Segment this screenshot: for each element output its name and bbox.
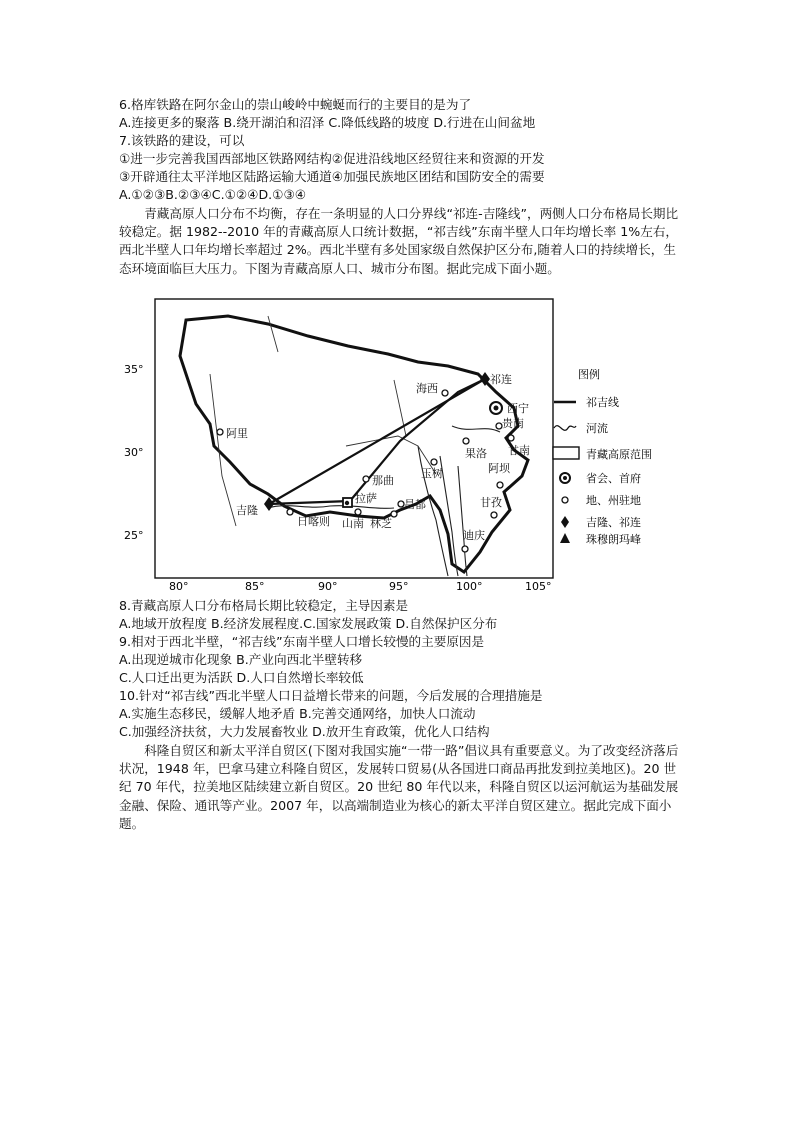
gannan-marker — [508, 435, 514, 441]
rikaze-marker — [287, 509, 293, 515]
legend-plateau-symbol — [553, 447, 579, 459]
label-linzhi: 林芝 — [370, 517, 392, 530]
diqing-marker — [462, 546, 468, 552]
question-10-options-cd: C.加强经济扶贫，大力发展畜牧业 D.放开生育政策，优化人口结构 — [119, 724, 490, 739]
label-xining: 西宁 — [507, 402, 529, 415]
label-guoluo: 果洛 — [465, 447, 487, 460]
label-rikaze: 日喀则 — [297, 515, 330, 528]
ali-marker — [217, 429, 223, 435]
legend-river-symbol — [554, 426, 576, 431]
label-qilian: 祁连 — [490, 373, 512, 386]
map-legend-box — [550, 360, 670, 540]
label-lasa: 拉萨 — [355, 492, 377, 505]
legend-prefecture-label: 地、州驻地 — [586, 494, 641, 507]
legend-everest-symbol — [560, 533, 570, 543]
label-naqu: 那曲 — [372, 474, 394, 487]
question-9-stem: 9.相对于西北半壁，“祁吉线”东南半壁人口增长较慢的主要原因是 — [119, 634, 485, 649]
shannan-marker — [355, 509, 361, 515]
lon-label-100: 100° — [456, 580, 483, 593]
legend-river-label: 河流 — [586, 422, 608, 435]
map-frame — [155, 299, 553, 578]
legend-title-text: 图例 — [578, 368, 600, 381]
label-guinan: 贵南 — [502, 417, 524, 430]
qinghai-tibet-population-map — [118, 296, 558, 596]
label-gannan: 甘南 — [508, 444, 530, 457]
legend-qiji-label: 祁吉线 — [586, 396, 619, 409]
passage-colon-free-trade-zone: 科隆自贸区和新太平洋自贸区(下图对我国实施“一带一路”倡议具有重要意义。为了改变经济落后状况，1948 年，巴拿马建立科隆自贸区，发展转口贸易(从各国进口商品再批发到拉美地区)。20 世纪 70 年代，拉美地区陆续建立新自贸区。20 世纪 80 年代以来，科隆自贸区以运河航运为基础发展金融、保险、通讯等产业。2007 年，以高端制造业为核心的新太平洋自贸区建立。据此完成下面小题。 — [119, 743, 679, 831]
question-6-stem: 6.格库铁路在阿尔金山的崇山峻岭中蜿蜒而行的主要目的是为了 — [119, 97, 472, 112]
question-10-stem: 10.针对“祁吉线”西北半壁人口日益增长带来的问题，今后发展的合理措施是 — [119, 688, 543, 703]
question-8-options: A.地域开放程度 B.经济发展程度.C.国家发展政策 D.自然保护区分布 — [119, 616, 498, 631]
question-8-stem: 8.青藏高原人口分布格局长期比较稳定，主导因素是 — [119, 598, 409, 613]
lon-label-80: 80° — [169, 580, 189, 593]
question-7-statement-2: ③开辟通往太平洋地区陆路运输大通道④加强民族地区团结和国防安全的需要 — [119, 169, 545, 184]
ganzi-marker — [491, 512, 497, 518]
naqu-marker — [363, 476, 369, 482]
question-10-options-ab: A.实施生态移民，缓解人地矛盾 B.完善交通网络，加快人口流动 — [119, 706, 476, 721]
label-ali: 阿里 — [226, 427, 248, 440]
passage-qinghai-tibet: 青藏高原人口分布不均衡，存在一条明显的人口分界线“祁连-吉隆线”，两侧人口分布格局长期比较稳定。据 1982--2010 年的青藏高原人口统计数据，“祁吉线”东南半壁人口年均增长率 1%左右，西北半壁人口年均增长率超过 2%。西北半壁有多处国家级自然保护区分布,随着人口的持续增长，生态环境面临巨大压力。下图为青藏高原人口、城市分布图。据此完成下面小题。 — [119, 206, 679, 276]
legend-everest-row — [550, 528, 670, 550]
label-haixi: 海西 — [416, 382, 438, 395]
question-9-options-ab: A.出现逆城市化现象 B.产业向西北半壁转移 — [119, 652, 363, 667]
lasa-marker-dot — [345, 501, 349, 505]
question-7-options: A.①②③B.②③④C.①②④D.①③④ — [119, 187, 307, 202]
label-aba: 阿坝 — [488, 462, 510, 475]
legend-plateau-label: 青藏高原范围 — [586, 448, 652, 461]
label-jilong: 吉隆 — [236, 504, 258, 517]
legend-prefecture-symbol — [562, 497, 568, 503]
lat-label-30: 30° — [124, 446, 144, 459]
legend-capital-label: 省会、首府 — [586, 472, 641, 485]
guoluo-marker — [463, 438, 469, 444]
lat-label-25: 25° — [124, 529, 144, 542]
aba-marker — [497, 482, 503, 488]
lon-label-95: 95° — [389, 580, 409, 593]
label-shannan: 山南 — [342, 517, 364, 530]
lat-label-35: 35° — [124, 363, 144, 376]
legend-jilong-qilian-symbol — [561, 516, 569, 528]
label-changdu: 昌都 — [404, 498, 426, 511]
label-ganzi: 甘孜 — [480, 496, 502, 509]
legend-everest-label: 珠穆朗玛峰 — [586, 533, 641, 546]
yushu-marker — [431, 459, 437, 465]
label-yushu: 玉树 — [421, 467, 443, 480]
question-7-stem: 7.该铁路的建设，可以 — [119, 133, 245, 148]
lon-label-90: 90° — [318, 580, 338, 593]
question-7-statement-1: ①进一步完善我国西部地区铁路网结构②促进沿线地区经贸往来和资源的开发 — [119, 151, 545, 166]
legend-jilong-qilian-label: 吉隆、祁连 — [586, 516, 641, 529]
lon-label-105: 105° — [525, 580, 552, 593]
lon-label-85: 85° — [245, 580, 265, 593]
xining-marker-dot — [494, 406, 499, 411]
haixi-marker — [442, 390, 448, 396]
question-9-options-cd: C.人口迁出更为活跃 D.人口自然增长率较低 — [119, 670, 364, 685]
label-diqing: 迪庆 — [463, 529, 485, 542]
question-6-options: A.连接更多的聚落 B.绕开湖泊和沼泽 C.降低线路的坡度 D.行进在山间盆地 — [119, 115, 536, 130]
